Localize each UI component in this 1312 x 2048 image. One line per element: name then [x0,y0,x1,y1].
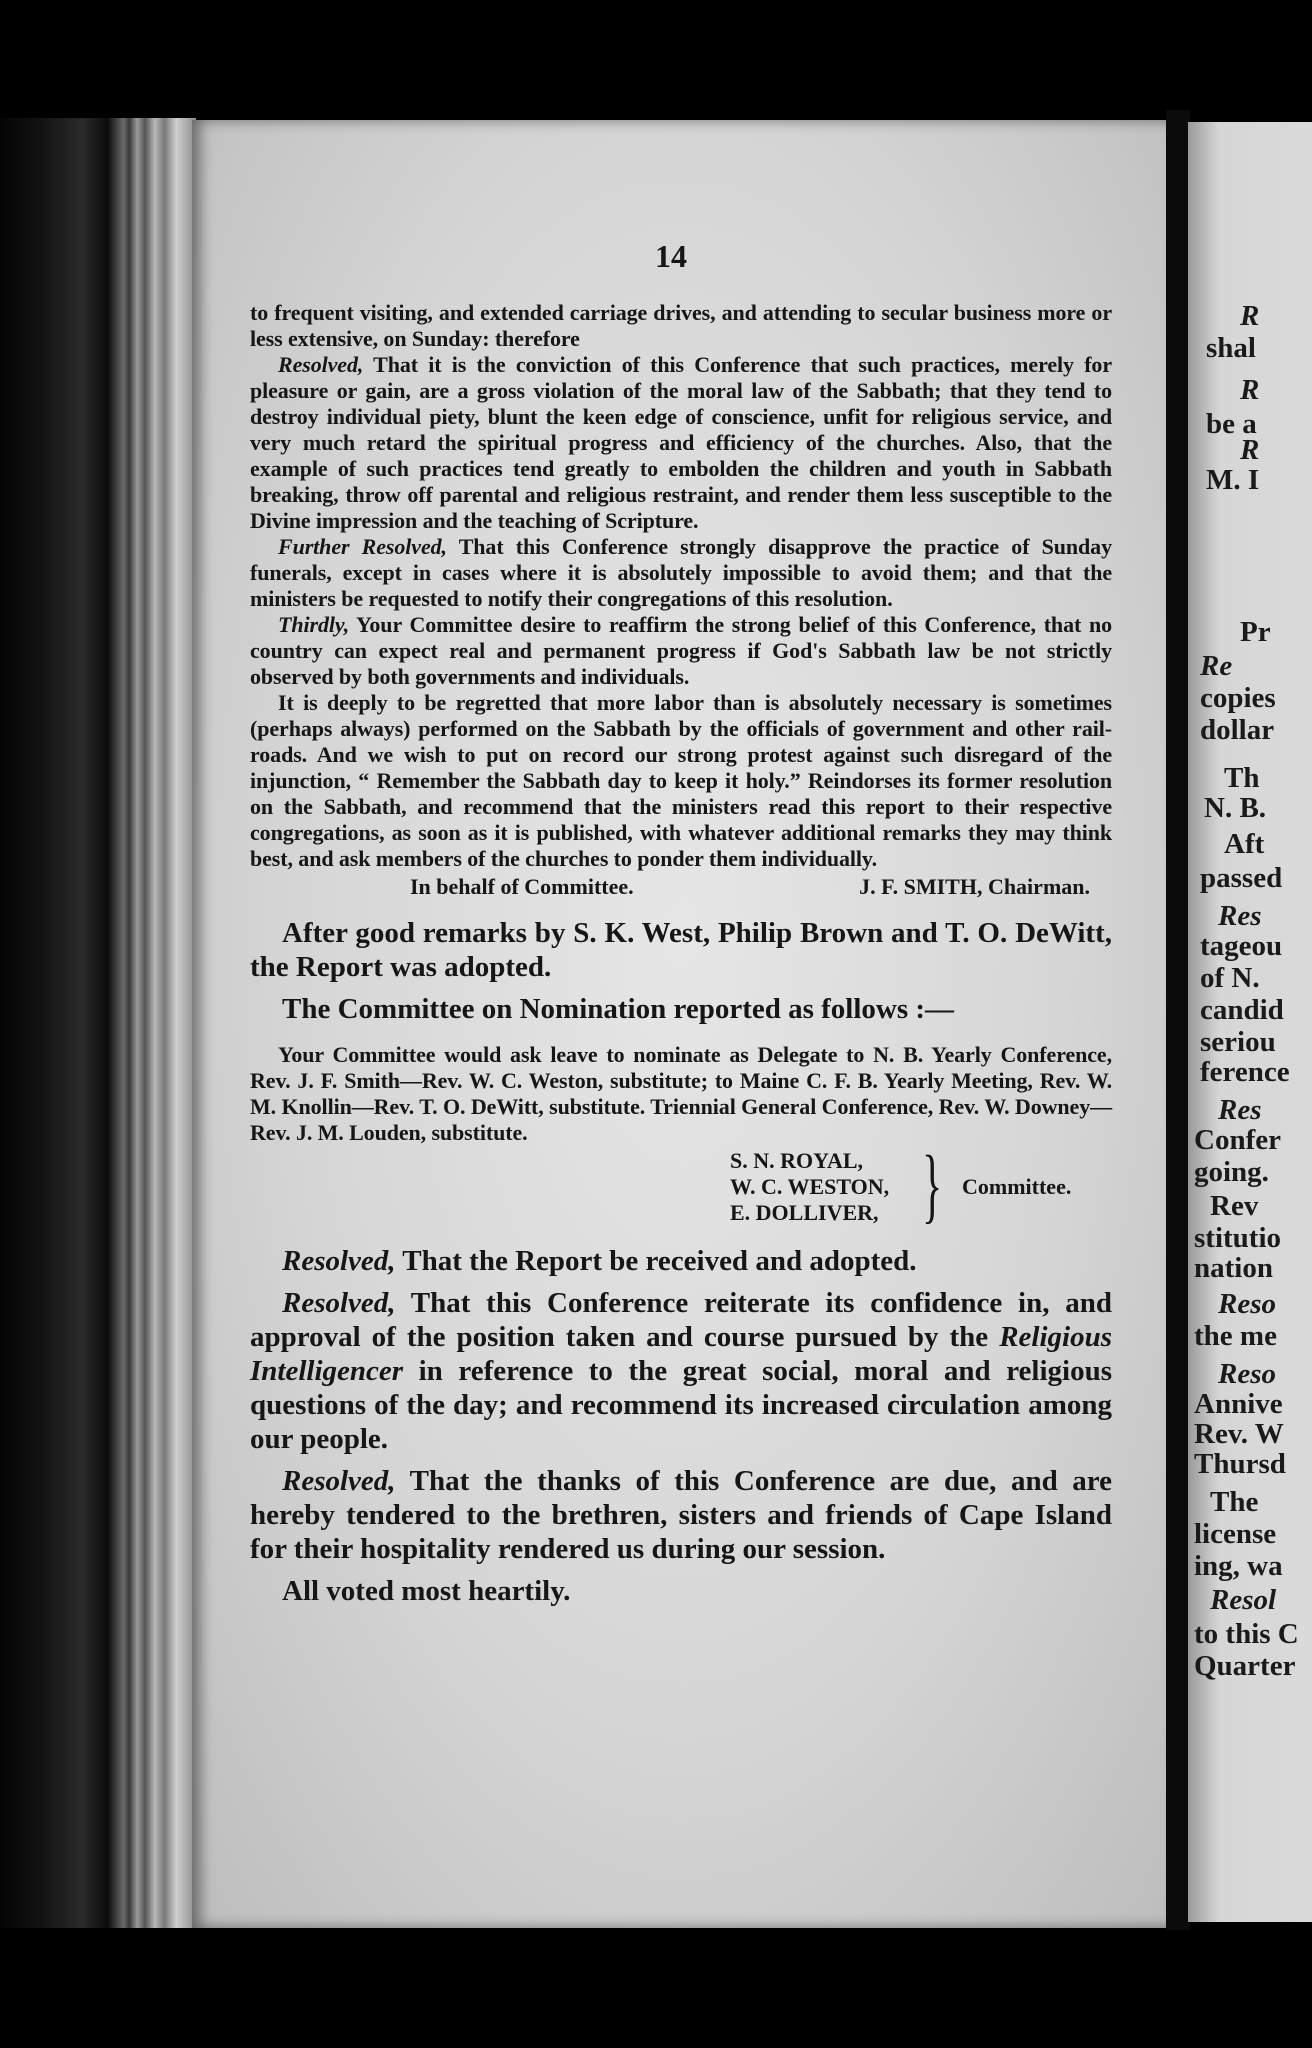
paragraph-report-adopted: After good remarks by S. K. West, Philip Brown and T. O. DeWitt, the Report was adopted. [250,917,1112,983]
page-number: 14 [655,238,687,274]
adjacent-page-text: shal [1206,332,1256,364]
adjacent-page-text: stitutio [1194,1222,1281,1254]
adjacent-page-text: copies [1200,682,1276,714]
thirdly-body: Your Committee desire to reaffirm the strong belief of this Conference, that no country can expect real and permanent progress if God's Sabbath law be not strictly observed by both governments and individuals. [250,612,1112,689]
adjacent-page-text: license [1194,1518,1277,1550]
adjacent-page-text: dollar [1200,714,1275,746]
adjacent-page-text: Res [1218,1094,1262,1126]
adjacent-page-text: seriou [1200,1026,1276,1058]
adjacent-page-text: N. B. [1204,792,1267,824]
brace-glyph: } [922,1139,943,1232]
adjacent-page-text: Quarter [1194,1650,1296,1682]
adjacent-page-text: be a [1206,408,1257,440]
signature-behalf: In behalf of Committee. [410,874,634,899]
adjacent-page-text: R [1240,374,1260,406]
adjacent-page-text: ference [1200,1056,1290,1088]
resolved-lead: Resolved, [278,352,364,377]
adjacent-page-text: Re [1200,650,1233,682]
book-spine [0,118,196,1928]
resolved-body: That this Conference reiterate its confidence in, and approval of the position taken and course pursued by the [250,1287,1112,1353]
adjacent-page-text: Thursd [1194,1448,1286,1480]
book-page [192,120,1170,1928]
resolved-body: That it is the conviction of this Conference that such practices, merely for pleasure or gain, are a gross violation of the moral law of the Sabbath; that they tend to destroy individual piety, blunt the keen edge of conscience, unfit for religious service, and very much retard the spiritual progress and efficiency of the churches. Also, that the example of such practices tend greatly to embolden the children and youth in Sabbath breaking, throw off parental and religious restraint, and render them less susceptible to the Divine impression and the teaching of Scripture. [250,352,1112,533]
adjacent-page-text: ing, wa [1194,1550,1283,1582]
resolved-body: That the Report be received and adopted. [395,1245,917,1277]
adjacent-page-text: Reso [1218,1288,1276,1320]
further-resolved-lead: Further Resolved, [278,534,447,559]
paragraph-sunday-practices: to frequent visiting, and extended carriage drives, and attending to secular business more or less extensive, on Sunday: therefore [250,300,1112,351]
thirdly-lead: Thirdly, [278,612,350,637]
adjacent-page-fragment [1188,122,1312,1922]
adjacent-page-text: the me [1194,1320,1277,1352]
adjacent-page-text: Annive [1194,1388,1283,1420]
resolved-body-cont: in reference to the great social, moral and religious questions of the day; and recommend its increased circulation among our people. [250,1355,1112,1455]
adjacent-page-text: of N. [1200,962,1260,994]
adjacent-page-text: Th [1224,762,1260,794]
paragraph-labor-regret: It is deeply to be regretted that more labor than is absolutely necessary is sometimes (perhaps always) performed on the Sabbath by the officials of government and other rail-roads. And we wish to put on record our strong protest against such disregard of the injunction, “ Remember the Sabbath day to keep it holy.” Reindorses its former resolution on the Sabbath, and recommend that the ministers read this report to their respective congregations, as soon as it is published, with whatever additional remarks they may think best, and ask members of the churches to ponder them individually. [250,690,1112,871]
committee-signature-block [250,1139,1112,1244]
adjacent-page-text: going. [1194,1156,1269,1188]
adjacent-page-text: Confer [1194,1124,1281,1156]
paragraph-nominations: Your Committee would ask leave to nominate as Delegate to N. B. Yearly Conference, Rev. J. F. Smith—Rev. W. C. Weston, substitute; to Maine C. F. B. Yearly Meeting, Rev. W. M. Knollin—Rev. T. O. DeWitt, substitute. Triennial General Conference, Rev. W. Downey—Rev. J. M. Louden, substitute. [250,1042,1112,1145]
adjacent-page-text: candid [1200,994,1284,1026]
paragraph-further-resolved [250,534,1112,612]
paragraph-report-received [250,1244,1112,1278]
adjacent-page-text: Pr [1240,616,1271,648]
resolved-lead: Resolved, [282,1245,396,1277]
publication-title: Religious Intelligencer [250,1321,1112,1387]
committee-member: S. N. ROYAL, [730,1148,864,1173]
paragraph-thanks [250,1464,1112,1566]
paragraph-voted: All voted most heartily. [282,1575,571,1607]
adjacent-page-text: The [1210,1486,1259,1518]
committee-label: Committee. [962,1174,1072,1199]
adjacent-page-text: Aft [1224,828,1265,860]
resolved-lead: Resolved, [282,1287,396,1319]
adjacent-page-text: tageou [1200,930,1283,962]
adjacent-page-text: Res [1218,900,1262,932]
adjacent-page-text: M. I [1206,464,1260,496]
adjacent-page-text: Resol [1210,1584,1277,1616]
adjacent-page-text: Rev. W [1194,1418,1284,1450]
committee-names [730,1148,889,1226]
page-gutter [1166,110,1190,1930]
paragraph-resolved-conviction [250,352,1112,534]
committee-member: W. C. WESTON, [730,1174,890,1199]
paragraph-thirdly [250,612,1112,690]
paragraph-nomination-heading: The Committee on Nomination reported as follows :— [282,993,955,1025]
signature-line [250,874,1112,900]
adjacent-page-text: R [1240,434,1260,466]
adjacent-page-text: to this C [1194,1618,1299,1650]
paragraph-intelligencer [250,1286,1112,1456]
resolved-lead: Resolved, [282,1465,396,1497]
adjacent-page-text: Reso [1218,1358,1276,1390]
adjacent-page-text: nation [1194,1252,1273,1284]
page-body [250,300,1112,1608]
further-resolved-body: That this Conference strongly disapprove the practice of Sunday funerals, except in cases where it is absolutely impossible to avoid them; and that the ministers be requested to notify their congregations of this resolution. [250,534,1112,611]
adjacent-page-text: R [1240,300,1260,332]
adjacent-page-text: passed [1200,862,1283,894]
committee-member: E. DOLLIVER, [730,1200,879,1225]
signature-chairman: J. F. SMITH, Chairman. [859,874,1090,899]
resolved-body: That the thanks of this Conference are due, and are hereby tendered to the brethren, sisters and friends of Cape Island for their hospitality rendered us during our session. [250,1465,1112,1565]
adjacent-page-text: Rev [1210,1190,1259,1222]
